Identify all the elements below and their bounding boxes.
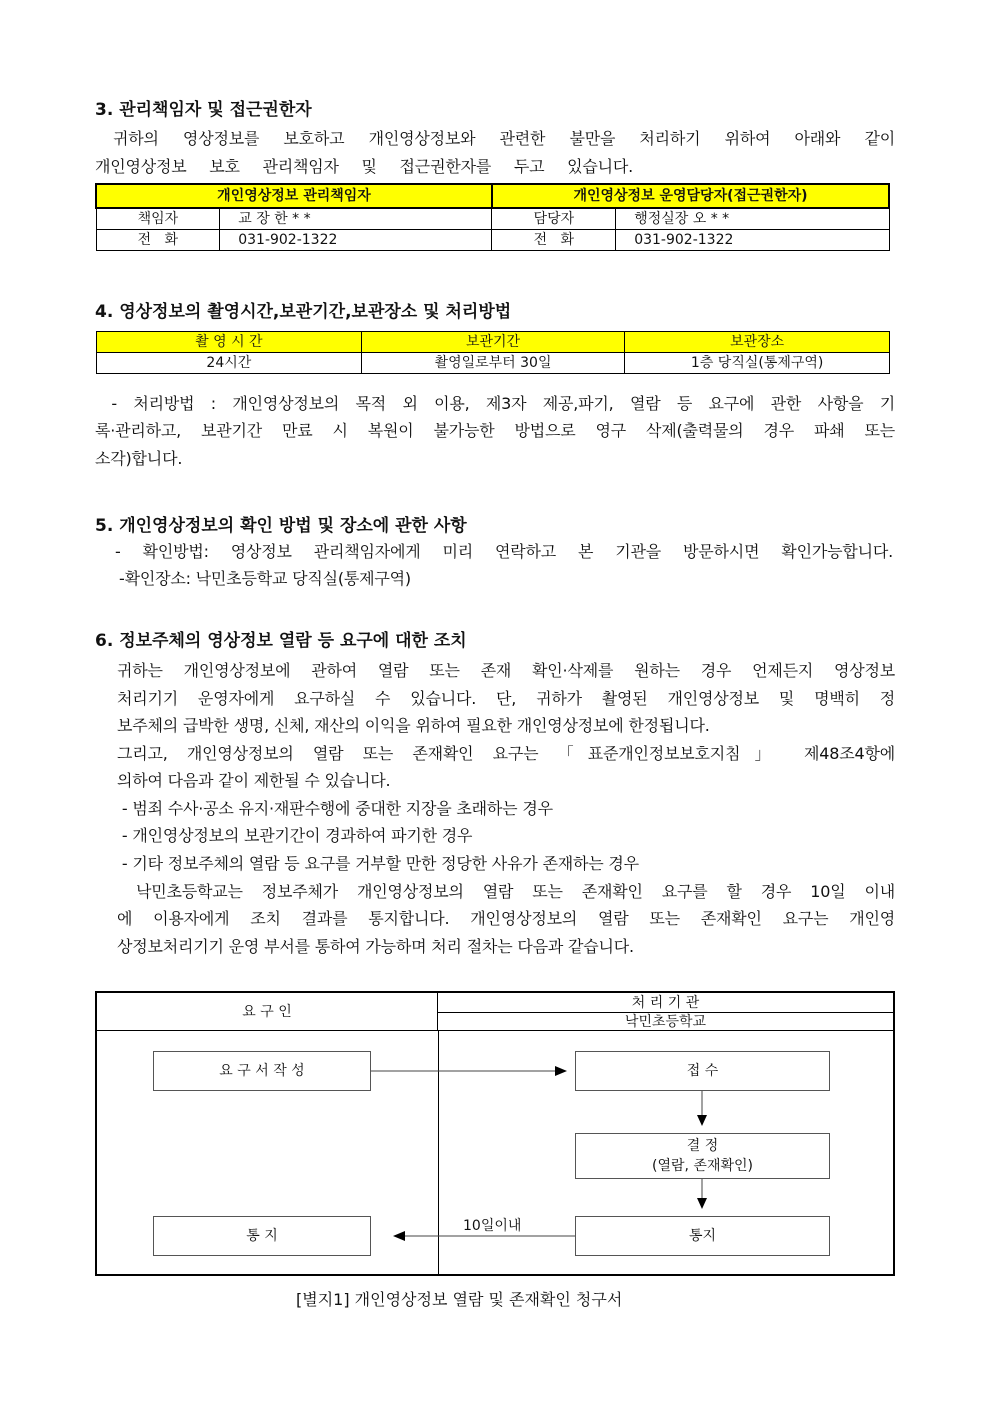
section-6-line-5: 의하여 다음과 같이 제한될 수 있습니다. [117,771,391,790]
arrowhead-notify [697,1198,707,1209]
section-6-line-6: - 범죄 수사·공소 유지·재판수행에 중대한 지장을 초래하는 경우 [117,799,553,818]
manager-header: 개인영상정보 관리책임자 [96,184,492,208]
section-4-para-line1: - 처리방법 : 개인영상정보의 목적 외 이용, 제3자 제공,파기, 열람 등 요구에 관한 사항을 기 [95,394,895,413]
operator-header: 개인영상정보 운영담당자(접근권한자) [492,184,889,208]
section-6-line-7: - 개인영상정보의 보관기간이 경과하여 파기한 경우 [117,826,473,845]
notify-requester-box: 통 지 [153,1216,371,1256]
section-6-line-2: 처리기기 운영자에게 요구하실 수 있습니다. 단, 귀하가 촬영된 개인영상정보 및 명백히 정 [117,689,895,708]
arrow-label-10-days: 10일이내 [463,1218,522,1234]
retention-table [96,331,890,374]
section-6-line-11: 상정보처리기기 운영 부서를 통하여 가능하며 처리 절차는 다음과 같습니다. [117,937,634,956]
requester-header: 요 구 인 [97,993,438,1031]
section-4-para-line3: 소각)합니다. [95,449,183,468]
arrowhead-requester [393,1231,405,1241]
cell-phone-label: 전 화 [96,230,220,251]
section-6-line-1: 귀하는 개인영상정보에 관하여 열람 또는 존재 확인·삭제를 원하는 경우 언제든지 영상정보 [117,661,895,680]
cell-role-label: 책임자 [96,208,220,230]
processor-name: 낙민초등학교 [438,1013,893,1031]
arrowhead-receive [555,1066,567,1076]
decision-title: 결 정 [686,1138,719,1154]
header-storage-place: 보관장소 [625,332,890,353]
write-request-box: 요 구 서 작 성 [153,1051,371,1091]
section-6-line-3: 보주체의 급박한 생명, 신체, 재산의 이익을 위하여 필요한 개인영상정보에 한정됩니다. [117,716,710,735]
section-3-para-line1: 귀하의 영상정보를 보호하고 개인영상정보와 관련한 불만을 처리하기 위하여 아래와 같이 [113,129,895,148]
section-6-line-10: 에 이용자에게 조치 결과를 통지합니다. 개인영상정보의 열람 또는 존재확인 요구는 개인영 [117,909,895,928]
section-6-line-4: 그리고, 개인영상정보의 열람 또는 존재확인 요구는 「표준개인정보보호지침」 제48조4항에 [117,744,895,763]
value-recording-time: 24시간 [97,353,362,374]
process-flow-diagram [95,991,895,1276]
section-6-heading: 6. 정보주체의 영상정보 열람 등 요구에 대한 조치 [95,631,467,651]
cell-phone-label-2: 전 화 [492,230,616,251]
value-retention-period: 촬영일로부터 30일 [361,353,625,374]
processor-header: 처 리 기 관 [438,993,893,1013]
section-3-para-line2: 개인영상정보 보호 관리책임자 및 접근권한자를 두고 있습니다. [95,157,633,176]
section-5-line2: -확인장소: 낙민초등학교 당직실(통제구역) [119,569,411,588]
cell-manager-phone: 031-902-1322 [220,230,492,251]
section-4-heading: 4. 영상정보의 촬영시간,보관기간,보관장소 및 처리방법 [95,302,512,322]
header-recording-time: 촬 영 시 간 [97,332,362,353]
cell-operator-phone: 031-902-1322 [616,230,889,251]
cell-operator-name: 행정실장 오 * * [616,208,889,230]
manager-table [95,183,890,251]
cell-manager-name: 교 장 한 * * [220,208,492,230]
section-5-heading: 5. 개인영상정보의 확인 방법 및 장소에 관한 사항 [95,516,467,536]
decision-sub: (열람, 존재확인) [652,1158,753,1174]
form-caption: [별지1] 개인영상정보 열람 및 존재확인 청구서 [296,1290,623,1309]
cell-operator-label: 담당자 [492,208,616,230]
header-retention-period: 보관기간 [361,332,625,353]
section-6-line-9: 낙민초등학교는 정보주체가 개인영상정보의 열람 또는 존재확인 요구를 할 경우 10일 이내 [117,882,895,901]
arrowhead-decide [697,1115,707,1126]
section-5-line1: - 확인방법: 영상정보 관리책임자에게 미리 연락하고 본 기관을 방문하시면 확인가능합니다. [115,542,893,561]
receive-box: 접 수 [575,1051,830,1091]
section-6-line-8: - 기타 정보주체의 열람 등 요구를 거부할 만한 정당한 사유가 존재하는 경우 [117,854,639,873]
section-4-para-line2: 록·관리하고, 보관기간 만료 시 복원이 불가능한 방법으로 영구 삭제(출력물의 경우 파쇄 또는 [95,421,895,440]
value-storage-place: 1층 당직실(통제구역) [625,353,890,374]
section-3-heading: 3. 관리책임자 및 접근권한자 [95,100,312,120]
notify-processor-box: 통지 [575,1216,830,1256]
